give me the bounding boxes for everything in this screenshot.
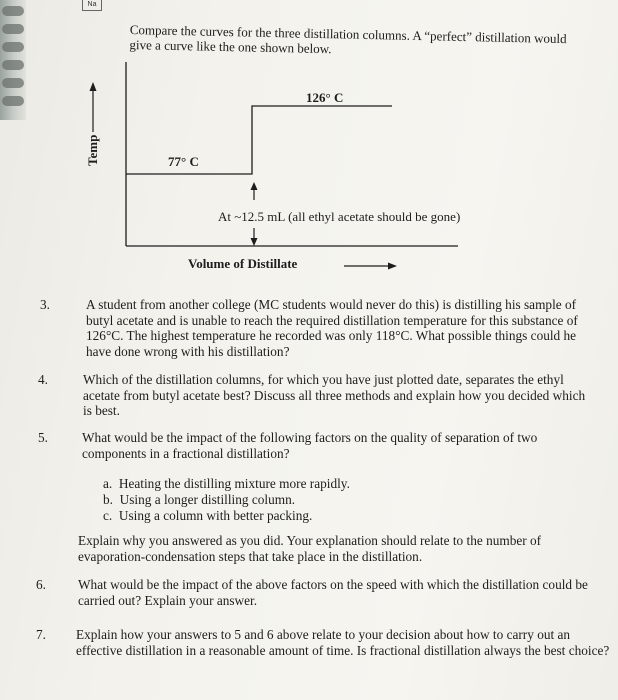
perfect-distillation-curve [126, 106, 392, 174]
question-number: 6. [36, 577, 46, 592]
high-temp-label: 126° C [306, 90, 344, 105]
perfect-distillation-diagram [0, 0, 618, 290]
question-5-item-c: c. Using a column with better packing. [103, 508, 313, 523]
question-text: Explain how your answers to 5 and 6 above relate to your decision about how to carry out an effective distillation in a reasonable amount of time. Is fractional distillation always the best choice? [76, 627, 610, 658]
question-text: A student from another college (MC students would never do this) is distilling his sample of butyl acetate and is unable to reach the required distillation temperature for this substance of 126°C. The highest temperature he recorded was only 118°C. What possible things could he have done wrong with his distillation? [86, 297, 578, 359]
question-5-item-b: b. Using a longer distilling column. [103, 492, 296, 507]
question-5-followup: Explain why you answered as you did. Your explanation should relate to the number of evaporation-condensation steps that take place in the distillation. [78, 533, 542, 564]
low-temp-label: 77° C [168, 154, 199, 169]
annotation-text: At ~12.5 mL (all ethyl acetate should be gone) [218, 209, 461, 224]
annotation-arrow-up-head [251, 182, 258, 190]
question-text: Which of the distillation columns, for which you have just plotted date, separates the ethyl acetate from butyl acetate best? Discuss all three methods and explain how you decided which is best. [83, 372, 586, 419]
x-axis-arrow-head [388, 263, 397, 270]
y-axis-arrow-head [90, 82, 97, 91]
x-axis-label: Volume of Distillate [188, 256, 298, 271]
question-number: 4. [38, 372, 48, 387]
question-text: What would be the impact of the following factors on the quality of separation of two components in a fractional distillation? [82, 430, 538, 461]
question-number: 7. [36, 627, 46, 642]
intro-text: Compare the curves for the three distillation columns. A “perfect” distillation would give a curve like the one shown below. [129, 22, 567, 57]
question-number: 5. [38, 430, 48, 445]
question-number: 3. [40, 297, 50, 312]
y-axis-label: Temp [85, 134, 100, 166]
corner-tab: Na [82, 0, 102, 11]
question-5-item-a: a. Heating the distilling mixture more rapidly. [103, 476, 350, 491]
annotation-arrow-down-head [251, 238, 258, 246]
question-text: What would be the impact of the above factors on the speed with which the distillation could be carried out? Explain your answer. [78, 577, 588, 608]
